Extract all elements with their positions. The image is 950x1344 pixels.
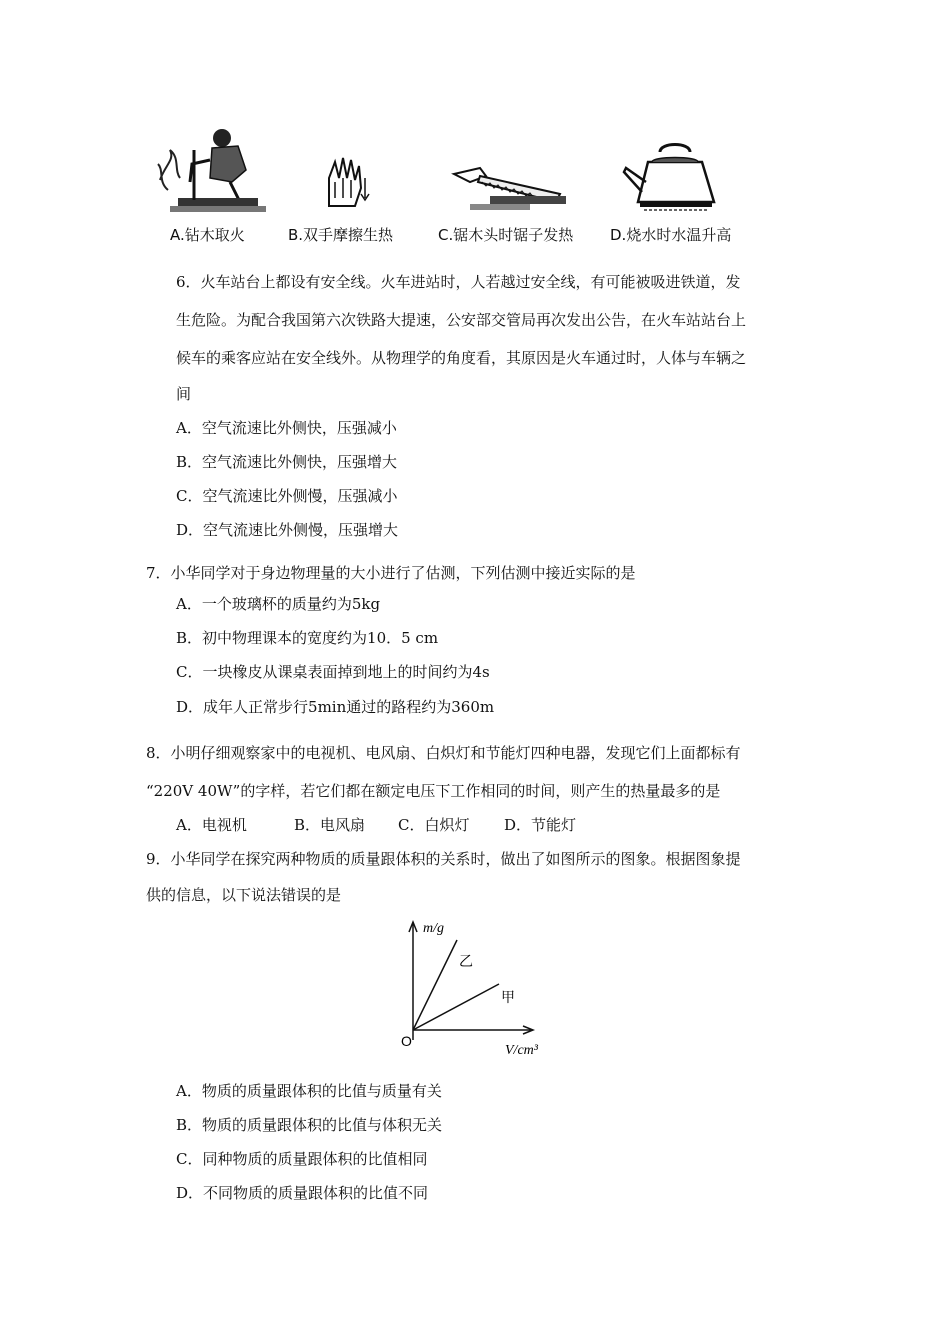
figure-c bbox=[450, 160, 570, 220]
mass-volume-graph bbox=[395, 912, 565, 1062]
q9-stem-line-2: 供的信息，以下说法错误的是 bbox=[146, 886, 342, 904]
caption-c: C.锯木头时锯子发热 bbox=[438, 226, 574, 244]
drill-wood-fire-icon bbox=[150, 120, 270, 220]
q7-option-a: A．一个玻璃杯的质量约为5kg bbox=[176, 595, 381, 613]
caption-d: D.烧水时水温升高 bbox=[610, 226, 732, 244]
q8-option-a: A．电视机 bbox=[176, 816, 247, 834]
line-jia-label: 甲 bbox=[501, 990, 515, 1006]
q8-stem-line-2: “220V 40W”的字样，若它们都在额定电压下工作相同的时间，则产生的热量最多的是 bbox=[146, 782, 721, 800]
q6-option-d: D．空气流速比外侧慢，压强增大 bbox=[176, 521, 399, 539]
sawing-wood-icon bbox=[450, 160, 570, 220]
q8-stem-line-1: 8．小明仔细观察家中的电视机、电风扇、白炽灯和节能灯四种电器，发现它们上面都标有 bbox=[146, 744, 741, 762]
q8-option-d: D．节能灯 bbox=[504, 816, 577, 834]
figure-d bbox=[620, 138, 720, 218]
q7-option-c: C．一块橡皮从课桌表面掉到地上的时间约为4s bbox=[176, 663, 490, 681]
caption-b: B.双手摩擦生热 bbox=[288, 226, 394, 244]
q7-option-d: D．成年人正常步行5min通过的路程约为360m bbox=[176, 698, 495, 716]
x-axis-label: V/cm³ bbox=[505, 1043, 538, 1058]
kettle-icon bbox=[620, 138, 720, 218]
y-axis-label: m/g bbox=[423, 921, 444, 936]
q7-stem: 7．小华同学对于身边物理量的大小进行了估测，下列估测中接近实际的是 bbox=[146, 564, 636, 582]
q6-stem-line-4: 间 bbox=[176, 385, 192, 403]
q9-option-a: A．物质的质量跟体积的比值与质量有关 bbox=[176, 1082, 442, 1100]
caption-a: A.钻木取火 bbox=[170, 226, 245, 244]
figure-row bbox=[150, 120, 770, 255]
q6-stem-line-3: 候车的乘客应站在安全线外。从物理学的角度看，其原因是火车通过时，人体与车辆之 bbox=[176, 349, 747, 367]
q6-option-c: C．空气流速比外侧慢，压强减小 bbox=[176, 487, 398, 505]
figure-a bbox=[150, 120, 270, 220]
q8-option-c: C．白炽灯 bbox=[398, 816, 470, 834]
q9-option-c: C．同种物质的质量跟体积的比值相同 bbox=[176, 1150, 428, 1168]
rubbing-hands-icon bbox=[315, 148, 385, 218]
q8-option-b: B．电风扇 bbox=[294, 816, 366, 834]
q6-stem-line-2: 生危险。为配合我国第六次铁路大提速，公安部交管局再次发出公告，在火车站站台上 bbox=[176, 311, 747, 329]
q9-option-b: B．物质的质量跟体积的比值与体积无关 bbox=[176, 1116, 443, 1134]
q6-option-a: A．空气流速比外侧快，压强减小 bbox=[176, 419, 397, 437]
line-yi bbox=[413, 940, 457, 1030]
q6-stem-line-1: 6．火车站台上都设有安全线。火车进站时，人若越过安全线，有可能被吸进铁道，发 bbox=[176, 273, 741, 291]
q9-option-d: D．不同物质的质量跟体积的比值不同 bbox=[176, 1184, 429, 1202]
line-jia bbox=[413, 984, 499, 1030]
figure-b bbox=[315, 148, 385, 218]
line-yi-label: 乙 bbox=[459, 954, 473, 970]
q9-stem-line-1: 9．小华同学在探究两种物质的质量跟体积的关系时，做出了如图所示的图象。根据图象提 bbox=[146, 850, 741, 868]
origin-label: O bbox=[401, 1033, 412, 1049]
q7-option-b: B．初中物理课本的宽度约为10．5 cm bbox=[176, 629, 439, 647]
q6-option-b: B．空气流速比外侧快，压强增大 bbox=[176, 453, 398, 471]
